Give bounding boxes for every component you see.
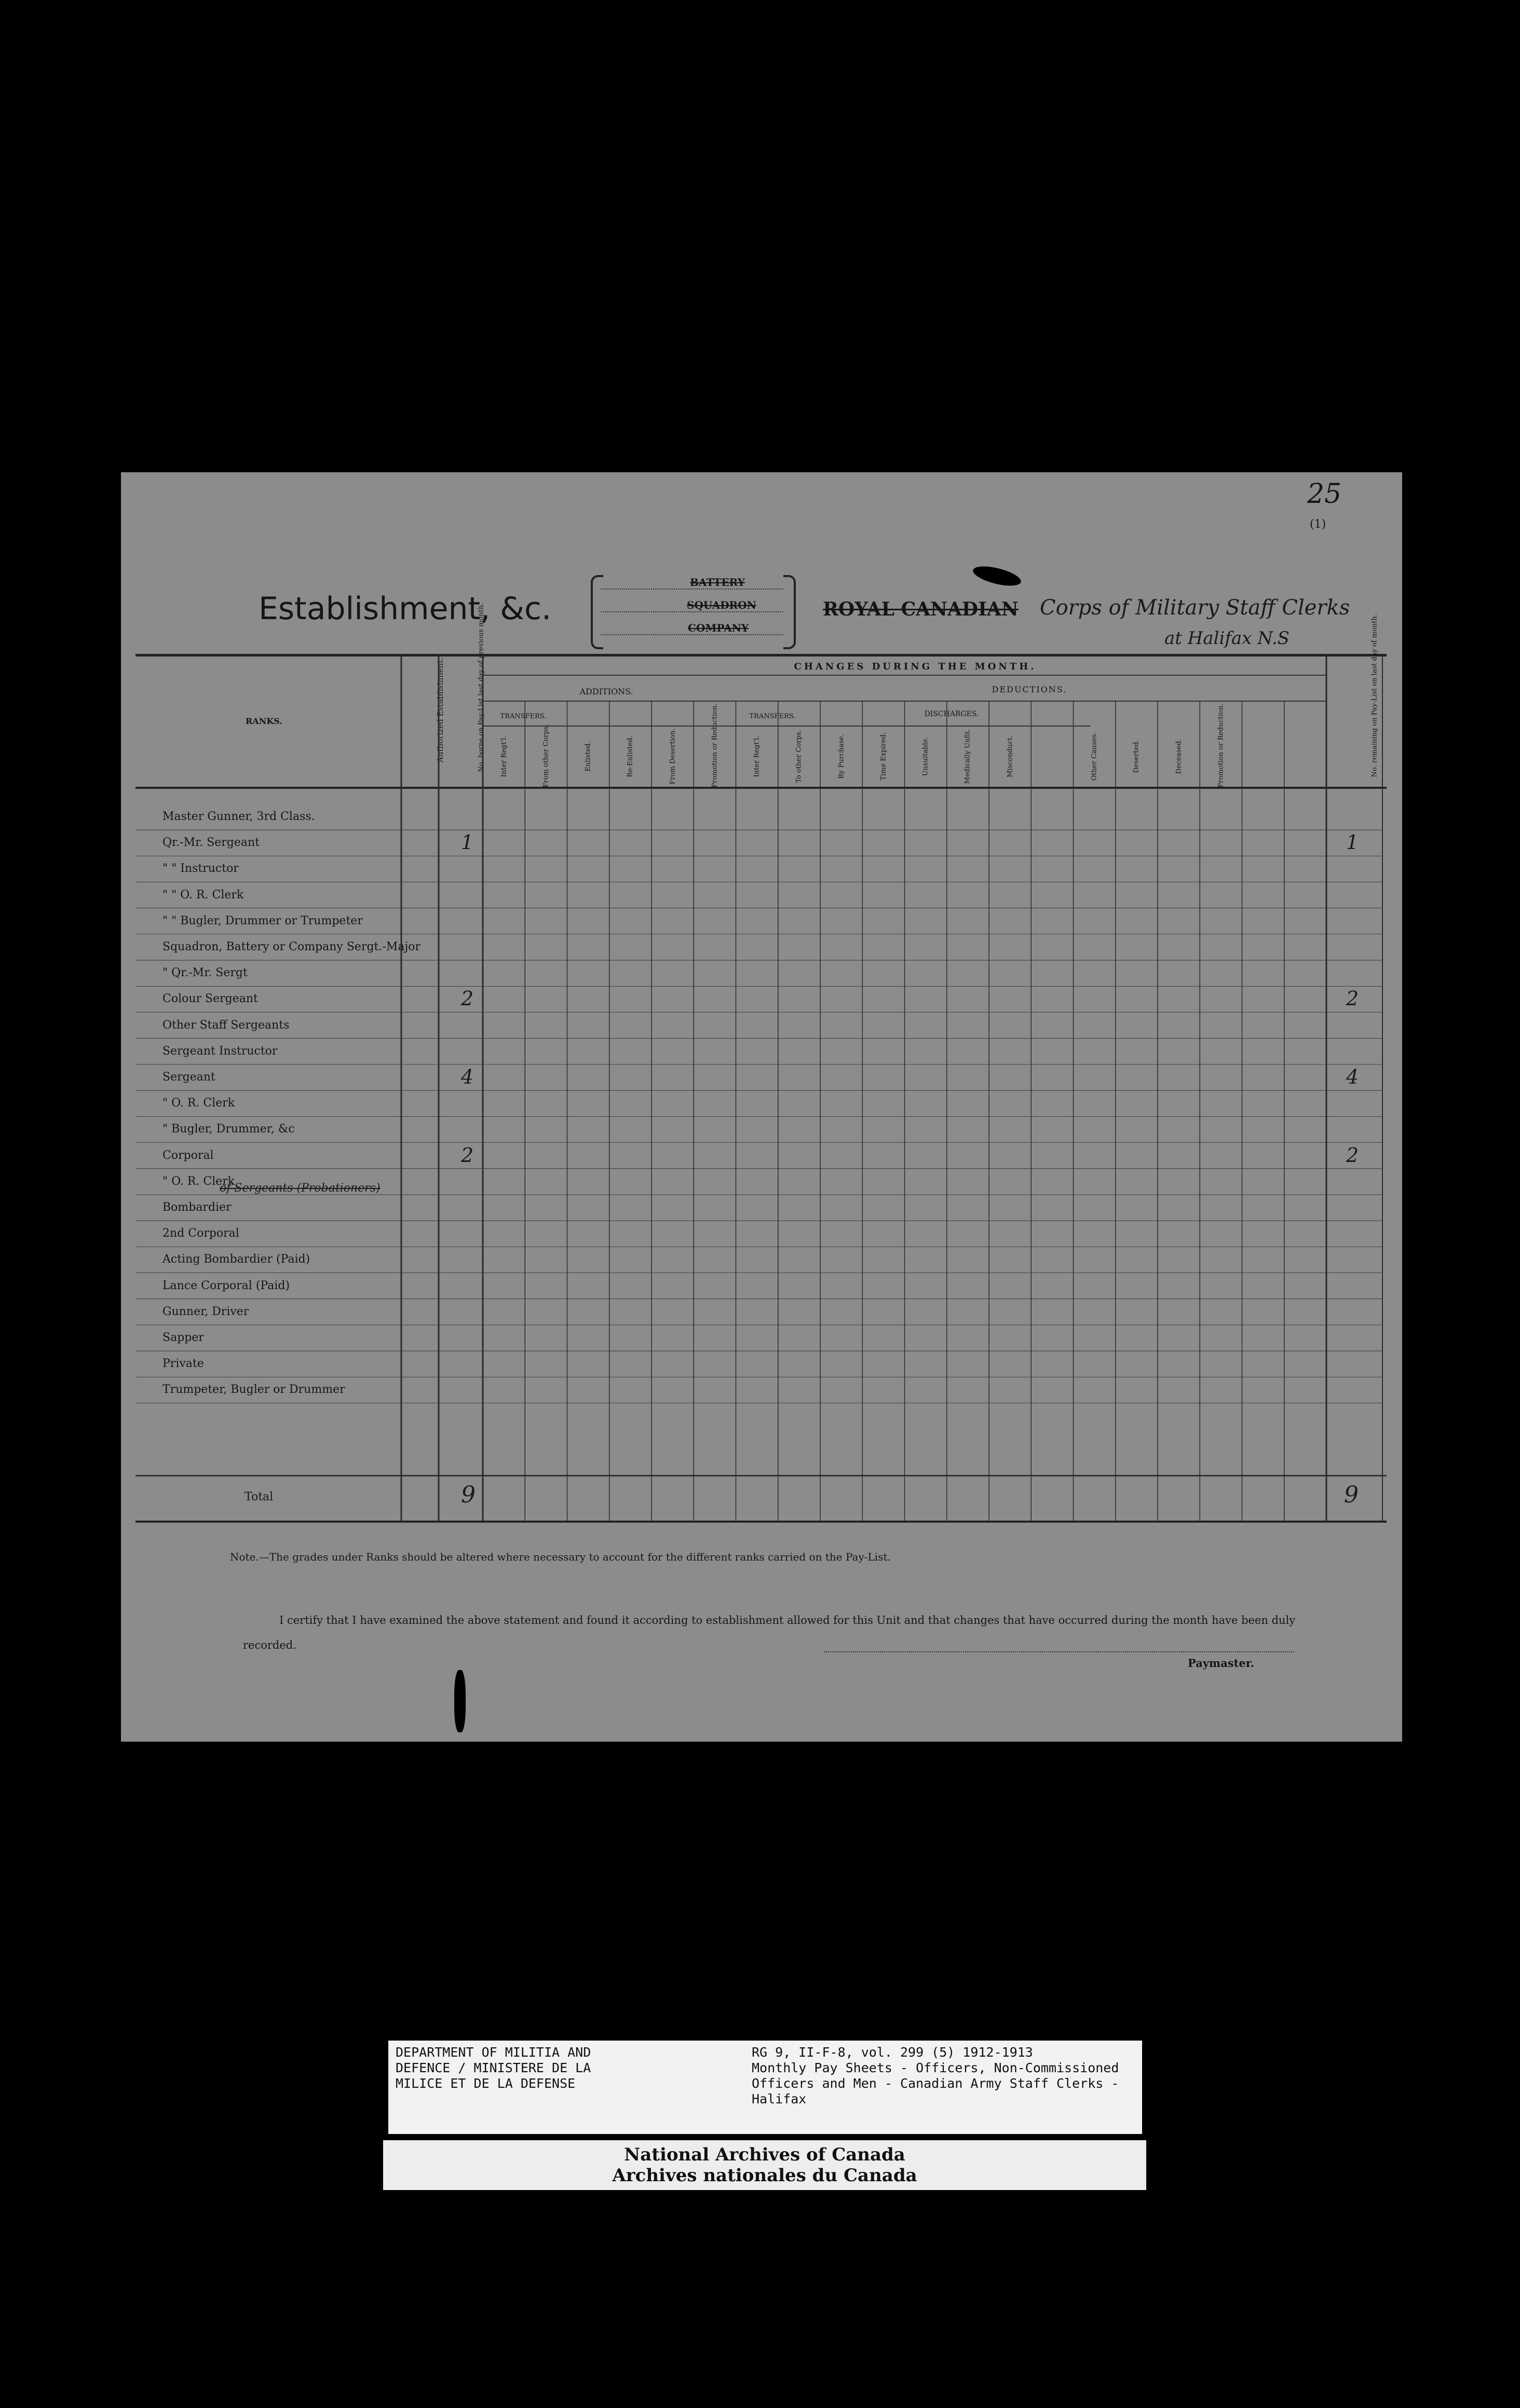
change-column-header: Promotion or Reduction. <box>1217 703 1225 788</box>
page-number: 25 <box>1307 478 1342 510</box>
archive-dept: DEPARTMENT OF MILITIA AND DEFENCE / MINISTERE DE LA MILICE ET DE LA DEFENSE <box>396 2045 591 2091</box>
rank-label: Private <box>162 1357 204 1371</box>
ranks-header: RANKS. <box>246 716 282 726</box>
archive-reference-label <box>388 2041 1142 2134</box>
rank-label: Lance Corporal (Paid) <box>162 1279 290 1292</box>
archives-name-en: National Archives of Canada <box>624 2144 905 2165</box>
rank-label: Sergeant <box>162 1071 215 1084</box>
rank-label: Master Gunner, 3rd Class. <box>162 810 315 823</box>
change-column-header: Enlisted. <box>584 741 592 772</box>
rank-label: Other Staff Sergeants <box>162 1018 290 1032</box>
previous-header: No. borne on Pay-List last day of previous month. <box>477 603 485 772</box>
remain-count: 4 <box>1346 1065 1359 1088</box>
change-column-header: Inter Regt'l. <box>500 735 508 777</box>
certify-text: I certify that I have examined the above statement and found it according to establishment allowed for this Unit and that changes that have occurred during the month have been duly recorded. <box>243 1614 1296 1651</box>
rank-label: Sergeant Instructor <box>162 1044 278 1058</box>
total-prev: 9 <box>461 1482 476 1508</box>
change-column-header: Re-Enlisted. <box>626 735 634 777</box>
total-remain: 9 <box>1344 1482 1359 1508</box>
archives-name-fr: Archives nationales du Canada <box>612 2165 917 2186</box>
remain-count: 2 <box>1346 1143 1359 1167</box>
note-text: Note.—The grades under Ranks should be altered where necessary to account for the different ranks carried on the Pay-List. <box>230 1551 891 1563</box>
deductions-header: DEDUCTIONS. <box>992 685 1067 694</box>
corporal-note: of Sergeants (Probationers) <box>220 1182 381 1195</box>
rank-label: Colour Sergeant <box>162 992 258 1006</box>
discharges-header: DISCHARGES. <box>924 710 979 718</box>
rank-label: Trumpeter, Bugler or Drummer <box>162 1383 345 1397</box>
remain-count: 1 <box>1346 831 1359 854</box>
additions-header: ADDITIONS. <box>579 687 633 696</box>
change-column-header: Deserted. <box>1132 740 1141 773</box>
archive-ref: RG 9, II-F-8, vol. 299 (5) 1912-1913 <box>752 2045 1033 2060</box>
rank-label: " O. R. Clerk <box>162 1174 235 1188</box>
change-column-header: Misconduct. <box>1006 735 1014 777</box>
archives-name-label <box>383 2140 1146 2190</box>
rank-label: Bombardier <box>162 1201 232 1214</box>
change-column-header: From Desertion. <box>669 728 677 785</box>
change-column-header: Medically Unfit. <box>963 729 972 784</box>
remain-count: 2 <box>1346 987 1359 1010</box>
change-column-header: Inter Regt'l. <box>753 735 761 777</box>
prev-count: 4 <box>461 1065 474 1088</box>
prev-count: 2 <box>461 1143 474 1167</box>
unit-type-battery: BATTERY <box>690 576 745 589</box>
change-column-header: Other Causes. <box>1090 732 1098 781</box>
prev-count: 1 <box>461 831 474 854</box>
change-column-header: Promotion or Reduction. <box>711 703 719 788</box>
page-number-sub: (1) <box>1310 518 1326 531</box>
rank-label: " " Instructor <box>162 862 239 875</box>
pay-sheet-document <box>121 472 1402 1742</box>
change-column-header: Unsuitable. <box>921 736 930 776</box>
prev-count: 2 <box>461 987 474 1010</box>
handwritten-place: at Halifax N.S <box>1164 628 1290 649</box>
transfers2-header: TRANSFERS. <box>749 713 796 720</box>
rank-label: " " O. R. Clerk <box>162 888 244 901</box>
change-column-header: To other Corps. <box>795 730 803 783</box>
corps-name: ROYAL CANADIAN <box>823 598 1019 620</box>
changes-header: CHANGES DURING THE MONTH. <box>794 661 1037 672</box>
change-column-header: By Purchase. <box>837 734 846 779</box>
archive-desc: Monthly Pay Sheets - Officers, Non-Commissioned Officers and Men - Canadian Army Staff Clerks - Halifax <box>752 2060 1119 2106</box>
rank-label: 2nd Corporal <box>162 1227 239 1240</box>
rank-label: " " Bugler, Drummer or Trumpeter <box>162 914 363 927</box>
rank-label: Corporal <box>162 1148 214 1162</box>
total-label: Total <box>245 1490 274 1503</box>
paymaster-label: Paymaster. <box>1188 1657 1255 1670</box>
remaining-header: No. remaining on Pay-List on last day of month. <box>1370 614 1379 777</box>
rank-label: Acting Bombardier (Paid) <box>162 1253 310 1266</box>
handwritten-corps: Corps of Military Staff Clerks <box>1040 596 1350 620</box>
unit-type-company: COMPANY <box>688 622 749 634</box>
authorized-header: Authorized Establishment. <box>436 657 445 762</box>
signature-line <box>824 1651 1294 1652</box>
rank-label: " Bugler, Drummer, &c <box>162 1123 295 1136</box>
rank-label: Gunner, Driver <box>162 1305 249 1318</box>
change-column-header: Time Expired. <box>879 732 888 781</box>
transfers-header: TRANSFERS. <box>500 713 547 720</box>
change-column-header: From other Corps. <box>542 724 550 788</box>
unit-type-squadron: SQUADRON <box>687 599 756 611</box>
ink-mark <box>454 1670 466 1732</box>
rank-label: Sapper <box>162 1331 204 1344</box>
rank-label: Qr.-Mr. Sergeant <box>162 836 260 850</box>
form-title: Establishment, &c. <box>259 591 552 627</box>
rank-label: Squadron, Battery or Company Sergt.-Major <box>162 940 421 953</box>
rank-label: " O. R. Clerk <box>162 1097 235 1110</box>
change-column-header: Deceased. <box>1175 738 1183 774</box>
rank-label: " Qr.-Mr. Sergt <box>162 966 248 980</box>
